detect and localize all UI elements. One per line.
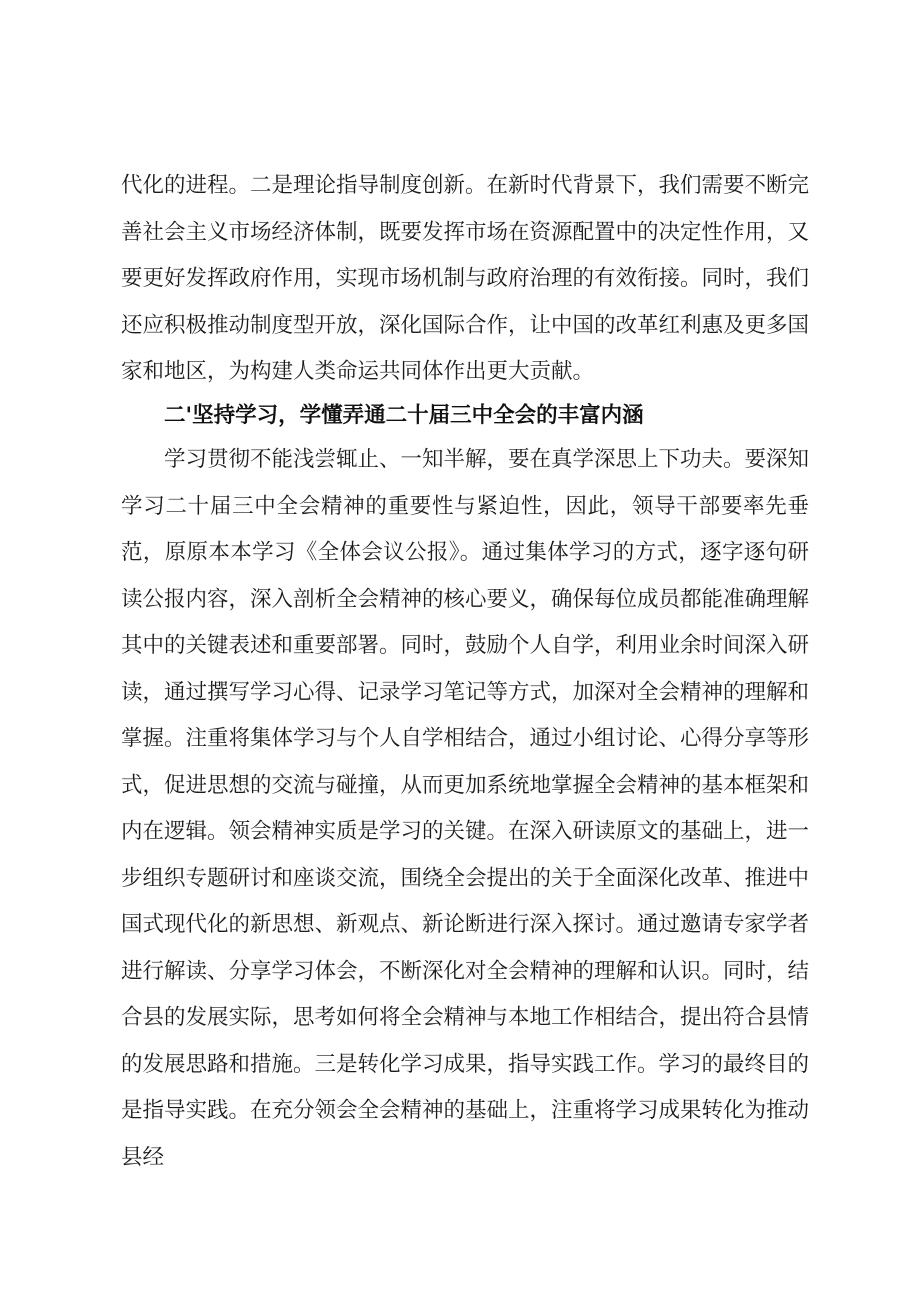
paragraph-continued: 代化的进程。二是理论指导制度创新。在新时代背景下，我们需要不断完善社会主义市场经济体制，既要发挥市场在资源配置中的决定性作用，又要更好发挥政府作用，实现市场机制与政府治理的有效衔接。同时，我们还应积极推动制度型开放，深化国际合作，让中国的改革红利惠及更多国家和地区，为构建人类命运共同体作出更大贡献。 [121,173,810,384]
section-heading: 二'坚持学习，学懂弄通二十届三中全会的丰富内涵 [164,403,644,428]
paragraph-body: 学习贯彻不能浅尝辄止、一知半解，要在真学深思上下功夫。要深知学习二十届三中全会精神的重要性与紧迫性，因此，领导干部要率先垂范，原原本本学习《全体会议公报》。通过集体学习的方式，逐字逐句研读公报内容，深入剖析全会精神的核心要义，确保每位成员都能准确理解其中的关键表述和重要部署。同时，鼓励个人自学，利用业余时间深入研读，通过撰写学习心得、记录学习笔记等方式，加深对全会精神的理解和掌握。注重将集体学习与个人自学相结合，通过小组讨论、心得分享等形式，促进思想的交流与碰撞，从而更加系统地掌握全会精神的基本框架和内在逻辑。领会精神实质是学习的关键。在深入研读原文的基础上，进一步组织专题研讨和座谈交流，围绕全会提出的关于全面深化改革、推进中国式现代化的新思想、新观点、新论断进行深入探讨。通过邀请专家学者进行解读、分享学习体会，不断深化对全会精神的理解和认识。同时，结合县的发展实际，思考如何将全会精神与本地工作相结合，提出符合县情的发展思路和措施。三是转化学习成果，指导实践工作。学习的最终目的是指导实践。在充分领会全会精神的基础上，注重将学习成果转化为推动县经 [121,447,810,1170]
